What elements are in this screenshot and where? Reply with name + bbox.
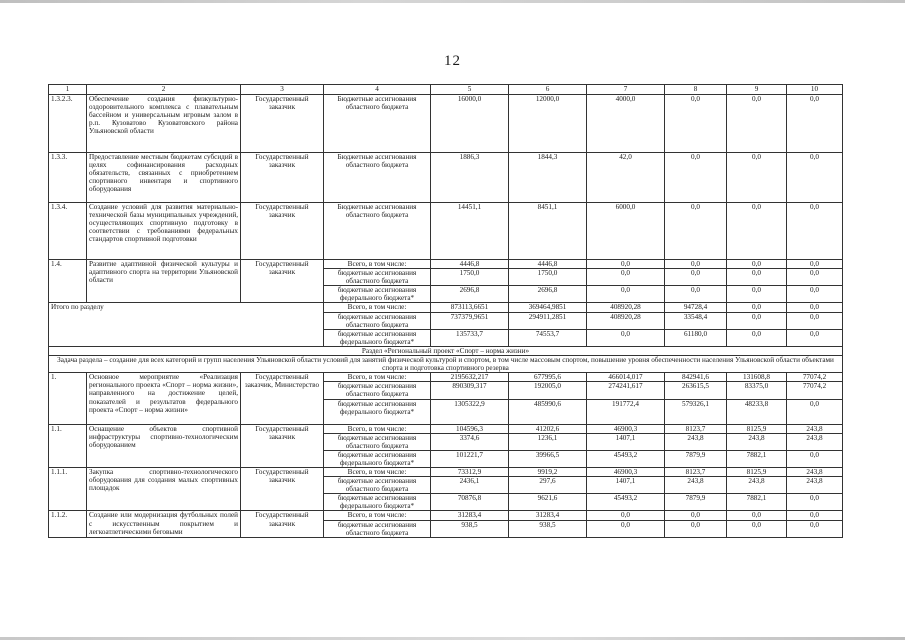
value-2021: 0,0 xyxy=(665,153,727,203)
value-2020: 0,0 xyxy=(587,286,665,303)
value-total: 2195632,217 xyxy=(431,373,509,382)
value-2021: 842941,6 xyxy=(665,373,727,382)
value-2019: 41202,6 xyxy=(509,424,587,433)
value-2023: 0,0 xyxy=(787,95,843,153)
row-number: 1.1. xyxy=(49,424,87,467)
value-2021: 7879,9 xyxy=(665,450,727,467)
value-2022: 0,0 xyxy=(727,203,787,260)
value-2019: 1750,0 xyxy=(509,269,587,286)
row-number: 1.1.1. xyxy=(49,467,87,510)
value-2019: 485990,6 xyxy=(509,399,587,424)
value-2022: 243,8 xyxy=(727,477,787,494)
row-number: 1. xyxy=(49,373,87,424)
funding-source: бюджетные ассигнования областного бюджета xyxy=(324,477,431,494)
value-2020: 274241,617 xyxy=(587,382,665,399)
funding-source: бюджетные ассигнования федерального бюджета* xyxy=(324,286,431,303)
funding-source: бюджетные ассигнования федерального бюджета* xyxy=(324,494,431,511)
row-number: 1.1.2. xyxy=(49,511,87,537)
table-row xyxy=(49,95,843,153)
header-col-1: 1 xyxy=(49,85,87,95)
value-2021: 0,0 xyxy=(665,520,727,537)
row-customer: Государственный заказчик xyxy=(241,153,324,203)
value-2020: 0,0 xyxy=(587,511,665,520)
value-2019: 9919,2 xyxy=(509,467,587,476)
value-total: 890309,317 xyxy=(431,382,509,399)
header-col-6: 6 xyxy=(509,85,587,95)
value-total: 938,5 xyxy=(431,520,509,537)
funding-source: бюджетные ассигнования федерального бюджета* xyxy=(324,329,431,346)
value-2022: 0,0 xyxy=(727,153,787,203)
value-2020: 0,0 xyxy=(587,269,665,286)
value-2023: 243,8 xyxy=(787,477,843,494)
value-total: 135733,7 xyxy=(431,329,509,346)
value-2019: 39966,5 xyxy=(509,450,587,467)
funding-source: Всего, в том числе: xyxy=(324,511,431,520)
value-2022: 7882,1 xyxy=(727,450,787,467)
row-name: Основное мероприятие «Реализация регионального проекта «Спорт – норма жизни», направленного на достижение целей, показателей и результатов федерального проекта «Спорт – норма жизни» xyxy=(87,373,241,424)
funding-source: бюджетные ассигнования областного бюджета xyxy=(324,312,431,329)
value-2023: 77074,2 xyxy=(787,382,843,399)
value-2019: 192005,0 xyxy=(509,382,587,399)
funding-source: Всего, в том числе: xyxy=(324,373,431,382)
value-total: 2436,1 xyxy=(431,477,509,494)
value-2019: 2696,8 xyxy=(509,286,587,303)
value-2020: 0,0 xyxy=(587,520,665,537)
funding-source: бюджетные ассигнования областного бюджета xyxy=(324,269,431,286)
value-2023: 0,0 xyxy=(787,329,843,346)
value-2021: 8123,7 xyxy=(665,424,727,433)
value-2019: 297,6 xyxy=(509,477,587,494)
value-2021: 94728,4 xyxy=(665,303,727,312)
value-2023: 0,0 xyxy=(787,286,843,303)
value-total: 70876,8 xyxy=(431,494,509,511)
row-customer: Государственный заказчик xyxy=(241,511,324,537)
value-total: 14451,1 xyxy=(431,203,509,260)
row-name: Закупка спортивно-технологического оборудования для создания малых спортивных площадок xyxy=(87,467,241,510)
table-row xyxy=(49,153,843,203)
value-2019: 369464,9851 xyxy=(509,303,587,312)
row-customer: Государственный заказчик xyxy=(241,424,324,467)
value-2021: 8123,7 xyxy=(665,467,727,476)
value-2023: 0,0 xyxy=(787,312,843,329)
value-2022: 83375,0 xyxy=(727,382,787,399)
task-text: Задача раздела – создание для всех категорий и групп населения Ульяновской области условий для занятий физической культурой и спортом, в том числе массовым спортом, повышение уровня обеспеченности населения Ульяновской области объектами спорта и подготовка спортивного резерва xyxy=(49,356,843,373)
funding-source: Всего, в том числе: xyxy=(324,260,431,269)
row-name: Создание условий для развития материально-технической базы муниципальных учреждений, осуществляющих спортивную подготовку в соответствии с требованиями федеральных стандартов спортивной подготовки xyxy=(87,203,241,260)
value-2021: 579326,1 xyxy=(665,399,727,424)
value-2021: 0,0 xyxy=(665,511,727,520)
value-total: 3374,6 xyxy=(431,433,509,450)
value-2022: 8125,9 xyxy=(727,467,787,476)
value-2022: 48233,8 xyxy=(727,399,787,424)
value-2019: 294911,2851 xyxy=(509,312,587,329)
value-2019: 8451,1 xyxy=(509,203,587,260)
value-2021: 243,8 xyxy=(665,433,727,450)
value-2022: 8125,9 xyxy=(727,424,787,433)
value-2020: 6000,0 xyxy=(587,203,665,260)
value-total: 4446,8 xyxy=(431,260,509,269)
itogo-row xyxy=(49,303,843,312)
page-number: 12 xyxy=(444,53,461,69)
value-2019: 31283,4 xyxy=(509,511,587,520)
value-total: 104596,3 xyxy=(431,424,509,433)
value-2023: 0,0 xyxy=(787,303,843,312)
row-customer: Государственный заказчик xyxy=(241,260,324,303)
value-2020: 408920,28 xyxy=(587,303,665,312)
value-total: 1305322,9 xyxy=(431,399,509,424)
value-2020: 466014,017 xyxy=(587,373,665,382)
value-total: 31283,4 xyxy=(431,511,509,520)
value-2023: 0,0 xyxy=(787,511,843,520)
table-row xyxy=(49,424,843,433)
value-2023: 0,0 xyxy=(787,494,843,511)
value-2021: 243,8 xyxy=(665,477,727,494)
row-customer: Государственный заказчик, Министерство xyxy=(241,373,324,424)
value-2023: 243,8 xyxy=(787,424,843,433)
value-total: 873113,6651 xyxy=(431,303,509,312)
row-customer: Государственный заказчик xyxy=(241,467,324,510)
value-2023: 0,0 xyxy=(787,520,843,537)
funding-source: Всего, в том числе: xyxy=(324,467,431,476)
funding-source: бюджетные ассигнования федерального бюджета* xyxy=(324,450,431,467)
value-total: 2696,8 xyxy=(431,286,509,303)
value-2021: 263615,5 xyxy=(665,382,727,399)
value-total: 737379,9651 xyxy=(431,312,509,329)
row-number: 1.3.2.3. xyxy=(49,95,87,153)
value-2019: 938,5 xyxy=(509,520,587,537)
header-col-10: 10 xyxy=(787,85,843,95)
funding-source: бюджетные ассигнования областного бюджета xyxy=(324,520,431,537)
value-2019: 677995,6 xyxy=(509,373,587,382)
value-2021: 7879,9 xyxy=(665,494,727,511)
funding-source: Всего, в том числе: xyxy=(324,424,431,433)
value-2020: 46900,3 xyxy=(587,424,665,433)
value-2022: 131608,8 xyxy=(727,373,787,382)
value-2023: 0,0 xyxy=(787,153,843,203)
table-row xyxy=(49,373,843,382)
header-col-7: 7 xyxy=(587,85,665,95)
value-2022: 0,0 xyxy=(727,303,787,312)
value-2022: 0,0 xyxy=(727,329,787,346)
row-name: Оснащение объектов спортивной инфраструктуры спортивно-технологическим оборудованием xyxy=(87,424,241,467)
value-total: 101221,7 xyxy=(431,450,509,467)
value-2020: 46900,3 xyxy=(587,467,665,476)
value-2022: 0,0 xyxy=(727,286,787,303)
value-2019: 9621,6 xyxy=(509,494,587,511)
value-2020: 408920,28 xyxy=(587,312,665,329)
table-row xyxy=(49,260,843,269)
section-title-row xyxy=(49,346,843,355)
header-col-5: 5 xyxy=(431,85,509,95)
value-2023: 0,0 xyxy=(787,269,843,286)
budget-table xyxy=(48,84,843,538)
value-2019: 1236,1 xyxy=(509,433,587,450)
row-number: 1.3.3. xyxy=(49,153,87,203)
section-title: Раздел «Региональный проект «Спорт – норма жизни» xyxy=(49,346,843,355)
header-col-8: 8 xyxy=(665,85,727,95)
value-2020: 1407,1 xyxy=(587,433,665,450)
table-row xyxy=(49,511,843,520)
funding-source: Бюджетные ассигнования областного бюджета xyxy=(324,95,431,153)
value-2022: 0,0 xyxy=(727,95,787,153)
table-row xyxy=(49,467,843,476)
row-name: Обеспечение создания физкультурно-оздоровительного комплекса с плавательным бассейном и универсальным игровым залом в р.п. Кузоватово Кузоватовского района Ульяновской области xyxy=(87,95,241,153)
task-row xyxy=(49,356,843,373)
value-total: 16000,0 xyxy=(431,95,509,153)
scan-edge-top xyxy=(0,0,905,3)
row-customer: Государственный заказчик xyxy=(241,203,324,260)
value-2019: 12000,0 xyxy=(509,95,587,153)
value-2020: 0,0 xyxy=(587,329,665,346)
header-col-4: 4 xyxy=(324,85,431,95)
itogo-label: Итого по разделу xyxy=(49,303,324,346)
value-2020: 0,0 xyxy=(587,260,665,269)
value-2023: 0,0 xyxy=(787,260,843,269)
value-2021: 0,0 xyxy=(665,260,727,269)
value-2020: 191772,4 xyxy=(587,399,665,424)
value-2021: 0,0 xyxy=(665,203,727,260)
funding-source: бюджетные ассигнования федерального бюджета* xyxy=(324,399,431,424)
value-2021: 61180,0 xyxy=(665,329,727,346)
value-2022: 0,0 xyxy=(727,269,787,286)
value-2023: 77074,2 xyxy=(787,373,843,382)
row-name: Создание или модернизация футбольных полей с искусственным покрытием и легкоатлетическими беговыми xyxy=(87,511,241,537)
value-2022: 0,0 xyxy=(727,312,787,329)
value-total: 73312,9 xyxy=(431,467,509,476)
header-col-2: 2 xyxy=(87,85,241,95)
value-2019: 74553,7 xyxy=(509,329,587,346)
value-2021: 33548,4 xyxy=(665,312,727,329)
row-name: Предоставление местным бюджетам субсидий в целях софинансирования расходных обязательств, связанных с приобретением спортивного инвентаря и спортивного оборудования xyxy=(87,153,241,203)
value-total: 1886,3 xyxy=(431,153,509,203)
value-2021: 0,0 xyxy=(665,269,727,286)
funding-source: Бюджетные ассигнования областного бюджета xyxy=(324,153,431,203)
value-2022: 0,0 xyxy=(727,260,787,269)
value-2020: 45493,2 xyxy=(587,450,665,467)
funding-source: Всего, в том числе: xyxy=(324,303,431,312)
value-2022: 0,0 xyxy=(727,511,787,520)
value-2023: 243,8 xyxy=(787,467,843,476)
row-number: 1.3.4. xyxy=(49,203,87,260)
funding-source: бюджетные ассигнования областного бюджета xyxy=(324,382,431,399)
value-2023: 0,0 xyxy=(787,203,843,260)
header-col-9: 9 xyxy=(727,85,787,95)
value-2022: 7882,1 xyxy=(727,494,787,511)
table-row xyxy=(49,203,843,260)
value-2023: 0,0 xyxy=(787,450,843,467)
header-col-3: 3 xyxy=(241,85,324,95)
value-2020: 4000,0 xyxy=(587,95,665,153)
value-2023: 243,8 xyxy=(787,433,843,450)
funding-source: Бюджетные ассигнования областного бюджета xyxy=(324,203,431,260)
value-2020: 42,0 xyxy=(587,153,665,203)
value-2019: 4446,8 xyxy=(509,260,587,269)
row-customer: Государственный заказчик xyxy=(241,95,324,153)
header-row xyxy=(49,85,843,95)
value-2020: 45493,2 xyxy=(587,494,665,511)
value-2022: 0,0 xyxy=(727,520,787,537)
value-2021: 0,0 xyxy=(665,95,727,153)
value-2020: 1407,1 xyxy=(587,477,665,494)
value-2019: 1844,3 xyxy=(509,153,587,203)
row-name: Развитие адаптивной физической культуры и адаптивного спорта на территории Ульяновской области xyxy=(87,260,241,303)
value-2022: 243,8 xyxy=(727,433,787,450)
value-2021: 0,0 xyxy=(665,286,727,303)
funding-source: бюджетные ассигнования областного бюджета xyxy=(324,433,431,450)
row-number: 1.4. xyxy=(49,260,87,303)
value-total: 1750,0 xyxy=(431,269,509,286)
value-2023: 0,0 xyxy=(787,399,843,424)
